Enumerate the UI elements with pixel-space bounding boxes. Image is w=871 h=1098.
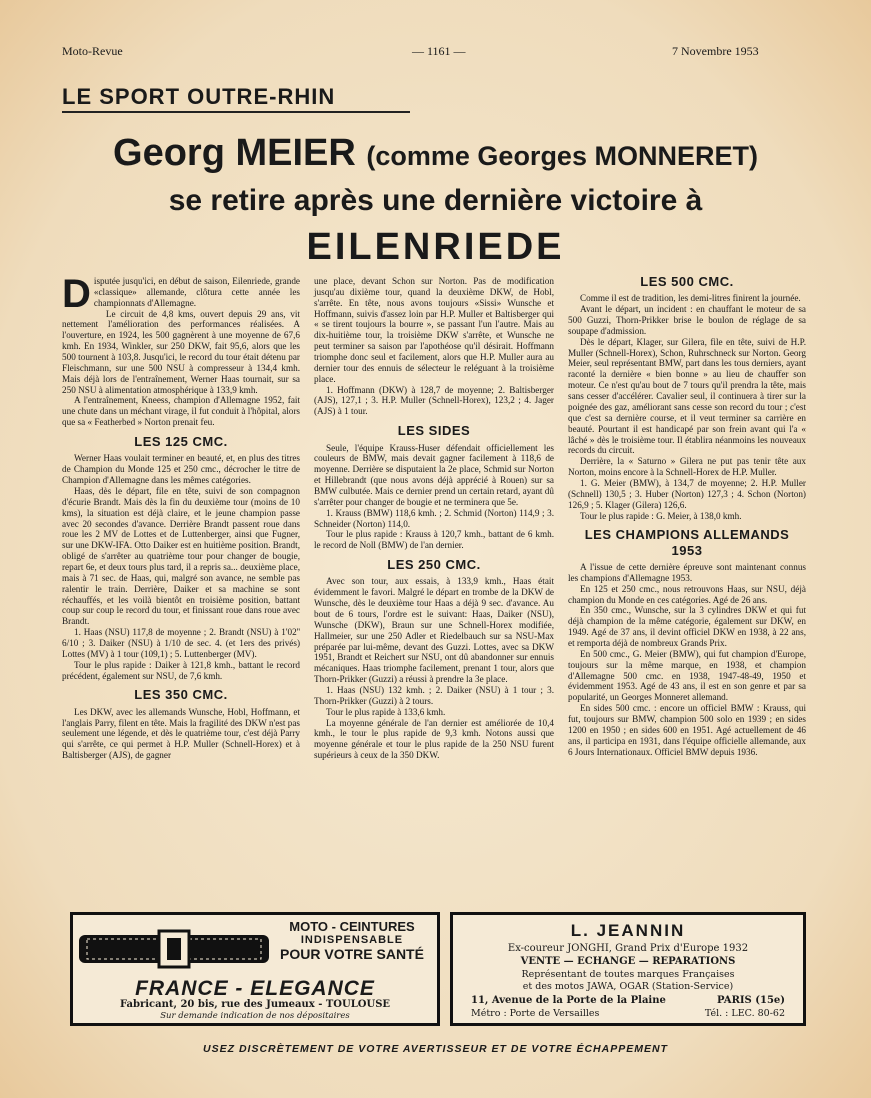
section-heading-125: LES 125 CMC. — [134, 434, 228, 450]
paragraph: Derrière, la « Saturno » Gilera ne put pas tenir tête aux Norton, moins encore à la Schnell-Horex de H.P. Muller. — [568, 456, 806, 478]
ad-right-line-1: Ex-coureur JONGHI, Grand Prix d'Europe 1932 — [507, 943, 749, 954]
headline-line-2: se retire après une dernière victoire à — [168, 184, 703, 217]
paragraph: Avec son tour, aux essais, à 133,9 kmh., Haas était évidemment le favori. Malgré le départ en trombe de la DKW de Wunsche, dès le deuxième tour Haas a déjà 9 sec. d'avance. Au bout de 6 tours, l'ordre est le suivant: Haas, Daiker (NSU), Wunsche (DKW), Braun sur une Schnell-Horex modifiée, Hallmeier, sur une 250 Adler et Riedelbauch sur sa NSU-Max préparée par lui-même, devant des Guzzi. Lottes, avec sa DKW 1951, Brandt et Reichert sur NSU, ont dû abandonner sur ennuis mécaniques. Haas triomphe facilement, prenant 1 tour, alors que Thorn-Prikker (Guzzi) a réussi à prendre la 3e place. — [314, 576, 554, 685]
drop-cap: D — [62, 272, 91, 316]
paragraph: Dès le départ, Klager, sur Gilera, file en tête, suivi de H.P. Muller (Schnell-Horex), Schon, Ruhrschneck sur Norton. Georg Meier, seul représentant BMW, part dans les tous derniers, ayant raconté la dernière « bien bonne » au lieu de chauffer son moteur. Ce n'est qu'au bout de 7 tours qu'il prendra la tête, mais sans cesser d'accélérer. Cavalier seul, il continuera à tirer sur la poignée des gaz, améliorant sans cesse son record du tour ; c'est que c'est sa dernière course, et il veut terminer sa carrière en beauté. Pourtant il est handicapé par son frein avant qui l'a « lâché » dès le troisième tour. Il établira néanmoins les nouveaux records du circuit. — [568, 336, 806, 456]
ad-right-address: 11, Avenue de la Porte de la Plaine — [471, 995, 666, 1006]
paragraph: Les DKW, avec les allemands Wunsche, Hobl, Hoffmann, et l'anglais Parry, filent en tête. Mais la fragilité des DKW n'est pas seulement une légende, et dès le quatrième tour, c'est déjà Parry qui s'arrête, ce qui permet à H.P. Muller (Schnell-Horex) et à Baltisberger (AJS), de gagner — [62, 706, 300, 761]
section-heading-350: LES 350 CMC. — [134, 687, 228, 703]
column-3 — [568, 268, 806, 758]
paragraph: En sides 500 cmc. : encore un officiel BMW : Krauss, qui fut, toujours sur BMW, champion 500 solo en 1939 ; en sides 1200 en 1950 ; en sides 600 en 1951. Agé actuellement de 46 ans, il participa en 1931, dans l'équipe officielle allemande, aux 6 Jours Internationaux. Officiel BMW depuis 1936. — [568, 703, 806, 757]
headline-aside: (comme Georges MONNERET) — [366, 141, 758, 171]
paragraph: Werner Haas voulait terminer en beauté, et, en plus des titres de Champion du Monde 125 et 250 cmc., décrocher le titre de Champion d'Allemagne dans les mêmes catégories. — [62, 453, 300, 486]
paragraph: Le circuit de 4,8 kms, ouvert depuis 29 ans, vit nettement l'amélioration des performances réalisées. A l'ouverture, en 1924, les 500 gagnèrent à une moyenne de 67,6 kmh. En 1934, Winkler, sur 250 DKW, fait 95,6, alors que les 500 tournent à 103,8. Jusqu'ici, le record du tour était détenu par Fleischmann, sur une 500 NSU à compresseur à 134,4 kmh. Mais déjà lors de l'entraînement, Werner Haas tournait, sur sa 250 NSU à alimentation atmosphérique à 133,9 kmh. — [62, 308, 300, 395]
paragraph: La moyenne générale de l'an dernier est améliorée de 10,4 kmh., le tour le plus rapide de 9,3 kmh. Notons aussi que moyenne générale et tour le plus rapide de la 250 NSU furent supérieurs à ceux de la 350 DKW. — [314, 717, 554, 761]
headline-line-1 — [0, 132, 871, 175]
issue-date: 7 Novembre 1953 — [672, 44, 759, 58]
intro-paragraph: Disputée jusqu'ici, en début de saison, Eilenriede, grande «classique» allemande, clôtura cette année les championnats d'Allemagne. — [62, 272, 300, 316]
section-heading-sides: LES SIDES — [397, 423, 471, 439]
paragraph: Seule, l'équipe Krauss-Huser défendait officiellement les couleurs de BMW, mais devait gagner facilement à 118,6 de moyenne. Derrière se disputaient la 2e place, Schmid sur Norton et Hillebrandt (que nous avons déjà apprécié à Rouen) sur sa BMW culbutée. Mais ce dernier prend un certain retard, ayant dû s'arrêter pour changer de bougie et ne terminera que 5e. — [314, 442, 554, 507]
ad-left-brand: FRANCE - ELEGANCE — [135, 977, 375, 1000]
ad-right-metro: Métro : Porte de Versailles — [471, 1008, 600, 1019]
results-paragraph: 1. Haas (NSU) 132 kmh. ; 2. Daiker (NSU) à 1 tour ; 3. Thorn-Prikker (Guzzi) à 2 tours. — [314, 685, 554, 706]
section-kicker: LE SPORT OUTRE-RHIN — [62, 84, 410, 113]
ad-left-note: Sur demande indication de nos dépositaires — [160, 1011, 350, 1021]
ad-right-name: L. JEANNIN — [570, 921, 686, 940]
ad-right-line-2: VENTE — ECHANGE — REPARATIONS — [520, 956, 736, 967]
results-paragraph: 1. Krauss (BMW) 118,6 kmh. ; 2. Schmid (Norton) 114,9 ; 3. Schneider (Norton) 114,0. — [314, 507, 554, 529]
ad-right-line-4: et des motos JAWA, OGAR (Station-Service) — [522, 981, 734, 992]
footer-slogan: USEZ DISCRÈTEMENT DE VOTRE AVERTISSEUR ET DE VOTRE ÉCHAPPEMENT — [203, 1043, 668, 1055]
page-number: — 1161 — — [412, 44, 466, 58]
paragraph: En 350 cmc., Wunsche, sur la 3 cylindres DKW et qui fut déjà champion de la même catégorie, également sur DKW, en 1949. Agé de 37 ans, il devint officiel DKW en 1938, à 22 ans, et remporta déjà de nombreux Grands Prix. — [568, 605, 806, 649]
ad-left-line-1: MOTO - CEINTURES — [289, 919, 415, 934]
paragraph: Tour le plus rapide : Krauss à 120,7 kmh., battant de 6 kmh. le record de Noll (BMW) de l'an dernier. — [314, 529, 554, 551]
paragraph: Tour le plus rapide : Daiker à 121,8 kmh., battant le record précédent, également sur NSU, de 7,6 kmh. — [62, 659, 300, 681]
paragraph: Comme il est de tradition, les demi-litres finirent la journée. — [580, 293, 801, 304]
column-2 — [314, 276, 554, 761]
ad-left-taglines — [273, 919, 431, 962]
paragraph: Haas, dès le départ, file en tête, suivi de son compagnon d'écurie Brandt. Mais dès la fin du deuxième tour (moins de 10 kms), la situation est déjà claire, et le jeune champion passe avec 20 secondes d'avance. Derrière Brandt passent roue dans roue les 2 MV de Lottes et de Luttenberger, ainsi que Fugner, sur une DKW-IFA. Otto Daiker est en huitième position. Brandt, obligé de s'arrêter au quatrième tour pour changer de bougie, repart 6e, et deux tours plus tard, il a repris sa... deuxième place, mais à 71 sec. de Haas, qui, malgré son avance, ne semble pas ralentir le train. Derrière, Daiker et sa machine se sont réchauffés, et les voilà bientôt en troisième position, battant coup sur coup le record du tour, et finissant roue dans roue avec Brandt. — [62, 485, 300, 627]
ad-france-elegance — [70, 912, 440, 1026]
ad-left-address: Fabricant, 20 bis, rue des Jumeaux - TOULOUSE — [119, 999, 391, 1010]
results-paragraph: 1. Hoffmann (DKW) à 128,7 de moyenne; 2. Baltisberger (AJS), 127,1 ; 3. H.P. Muller (Schnell-Horex), 123,2 ; 4. Jager (AJS) à 1 tour. — [314, 384, 554, 417]
headline-line-3: EILENRIEDE — [306, 226, 565, 268]
paragraph: Tour le plus rapide : G. Meier, à 138,0 kmh. — [580, 510, 742, 521]
belt-illustration — [79, 921, 269, 977]
section-heading-year: 1953 — [671, 542, 703, 558]
publication-name: Moto-Revue — [62, 44, 123, 58]
paragraph: Tour le plus rapide à 133,6 kmh. — [326, 706, 446, 717]
section-heading-500: LES 500 CMC. — [640, 274, 734, 289]
ad-right-city: PARIS (15e) — [717, 995, 785, 1006]
paragraph: Avant le départ, un incident : en chauffant le moteur de sa 500 Guzzi, Thorn-Prikker brise le boulon de réglage de sa soupape d'admission. — [568, 304, 806, 336]
section-heading-champions: LES CHAMPIONS ALLEMANDS — [584, 527, 790, 543]
paragraph: En 500 cmc., G. Meier (BMW), qui fut champion d'Europe, toujours sur la même marque, en 1938, et champion d'Allemagne 500 cmc. en 1938, 1947-48-49, 1950 et évidemment 1953. Agé de 43 ans, il est en son genre et par sa popularité, un Georges Monneret allemand. — [568, 648, 806, 703]
ad-right-line-3: Représentant de toutes marques Françaises — [521, 969, 735, 980]
results-paragraph: 1. G. Meier (BMW), à 134,7 de moyenne; 2. H.P. Muller (Schnell) 130,5 ; 3. Huber (Norton) 127,3 ; 4. Schon (Norton) 126,9 ; 5. Klager (Gilera) 126,6. — [568, 477, 806, 510]
results-paragraph: 1. Haas (NSU) 117,8 de moyenne ; 2. Brandt (NSU) à 1'02'' 6/10 ; 3. Daiker (NSU) à 1/10 de sec. 4. (et 1ers des privés) Lottes (MV) à 1 tour (109,1) ; 5. Luttenberger (MV). — [62, 627, 300, 659]
paragraph: A l'issue de cette dernière épreuve sont maintenant connus les champions d'Allemagne 1953. — [568, 562, 806, 583]
section-heading-250: LES 250 CMC. — [387, 557, 481, 573]
ad-jeannin — [450, 912, 806, 1026]
column-1 — [62, 272, 300, 761]
paragraph: En 125 et 250 cmc., nous retrouvons Haas, sur NSU, déjà champion du Monde en ces catégories. Agé de 26 ans. — [568, 583, 806, 605]
ad-left-line-3: POUR VOTRE SANTÉ — [280, 946, 424, 962]
paragraph: A l'entraînement, Kneess, champion d'Allemagne 1952, fait une chute dans un méchant virage, il fut conduit à l'hôpital, alors que sa « Featherbed » Norton prenait feu. — [62, 395, 300, 428]
ad-left-line-2: INDISPENSABLE — [300, 934, 404, 946]
paragraph: une place, devant Schon sur Norton. Pas de modification jusqu'au dixième tour, quand la deuxième DKW, de Hobl, s'arrête. En tête, nous avons toujours «Sissi» Wunsche et Hoffmann, suivis d'assez loin par H.P. Muller et Baltisberger qui « se tirent toujours la bourre », se passant l'un l'autre. Mais au dix-huitième tour, la troisième DKW s'arrête, et Wunsche ne peut terminer sa saison par l'apothéose qu'il désirait. Hoffmann triomphe donc seul et facilement, alors que H.P. Muller aura au dernier tour des ennuis de sélecteur le reléguant à la troisième place. — [314, 276, 554, 384]
ad-right-tel: Tél. : LEC. 80-62 — [704, 1008, 785, 1019]
headline-main-name: Georg MEIER — [113, 132, 356, 174]
